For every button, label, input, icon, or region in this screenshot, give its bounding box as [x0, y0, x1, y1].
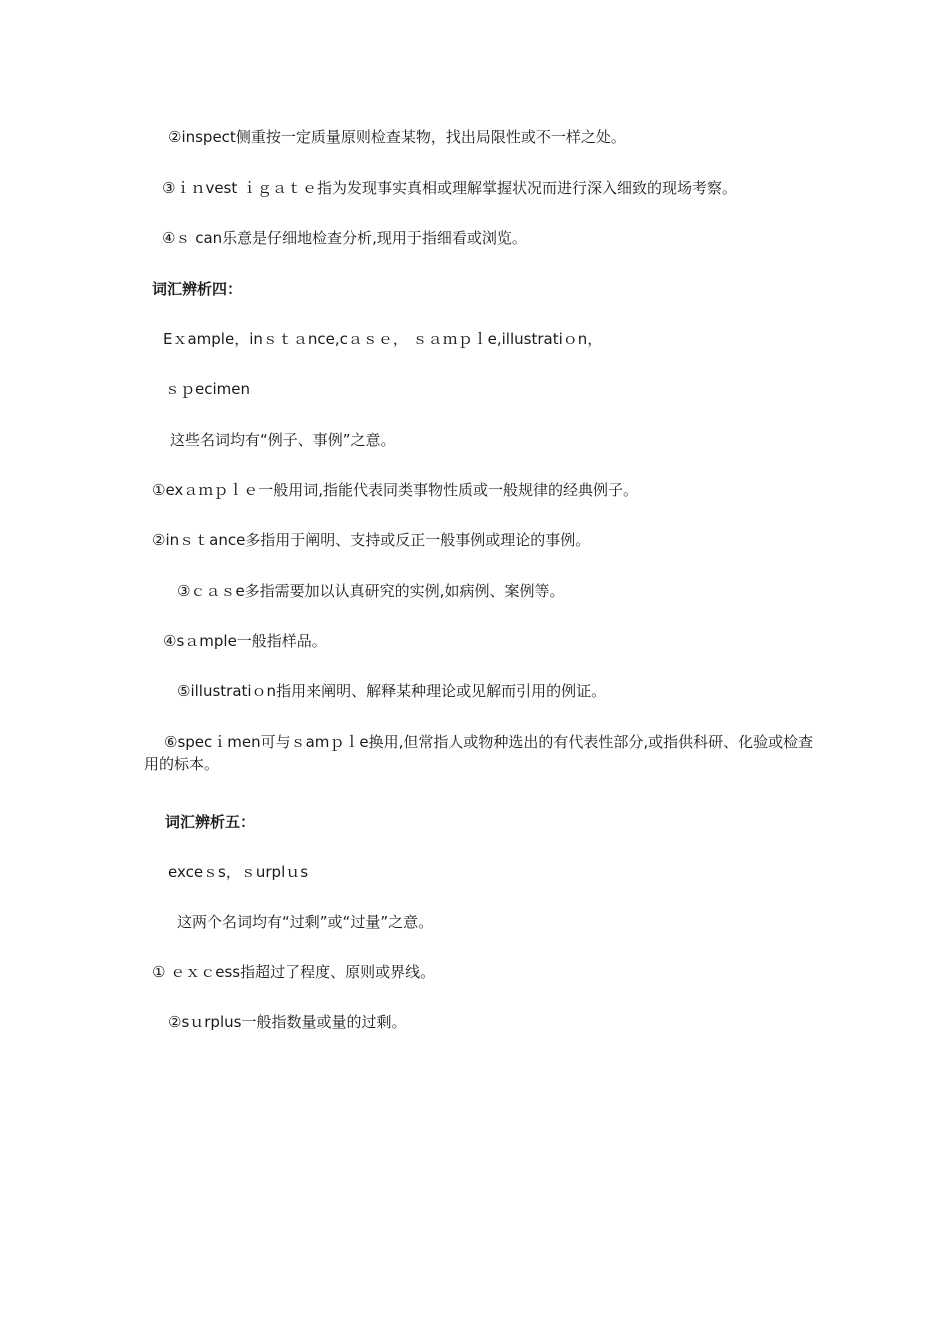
- paragraph-specimen: ⑥specｉmen可与ｓamｐｌe换用,但常指人或物种选出的有代表性部分,或指供科研、化验或检查用的标本。: [144, 733, 814, 773]
- paragraph-sample: ④sａmple一般指样品。: [163, 632, 327, 650]
- paragraph-inspect: ②inspect侧重按一定质量原则检查某物，找出局限性或不一样之处。: [168, 128, 626, 146]
- paragraph-illustration: ⑤illustratiｏn指用来阐明、解释某种理论或见解而引用的例证。: [177, 682, 607, 700]
- paragraph-instance: ②inｓｔance多指用于阐明、支持或反正一般事例或理论的事例。: [152, 531, 591, 549]
- word-list-specimen: ｓｐecimen: [165, 380, 250, 398]
- heading-vocab-4: 词汇辨析四：: [152, 280, 243, 298]
- word-list-example: Eｘample，inｓｔａnce,cａｓｅ， ｓａｍｐｌe,illustratiｏn，: [163, 330, 603, 348]
- heading-vocab-5: 词汇辨析五：: [165, 813, 256, 831]
- paragraph-case: ③ｃａｓe多指需要加以认真研究的实例,如病例、案例等。: [177, 582, 565, 600]
- paragraph-common-meaning-4: 这些名词均有“例子、事例”之意。: [170, 431, 396, 449]
- paragraph-excess: ① ｅｘｃess指超过了程度、原则或界线。: [152, 963, 436, 981]
- paragraph-surplus: ②sｕrplus一般指数量或量的过剩。: [168, 1013, 407, 1031]
- paragraph-scan: ④ｓ can乐意是仔细地检查分析,现用于指细看或浏览。: [162, 229, 527, 247]
- word-list-excess: exceｓs，ｓurplｕs: [168, 863, 309, 881]
- paragraph-common-meaning-5: 这两个名词均有“过剩”或“过量”之意。: [177, 913, 434, 931]
- paragraph-investigate: ③ｉｎvest ｉｇａｔｅ指为发现事实真相或理解掌握状况而进行深入细致的现场考察。: [162, 179, 738, 197]
- paragraph-example: ①exａｍｐｌｅ一般用词,指能代表同类事物性质或一般规律的经典例子。: [152, 481, 639, 499]
